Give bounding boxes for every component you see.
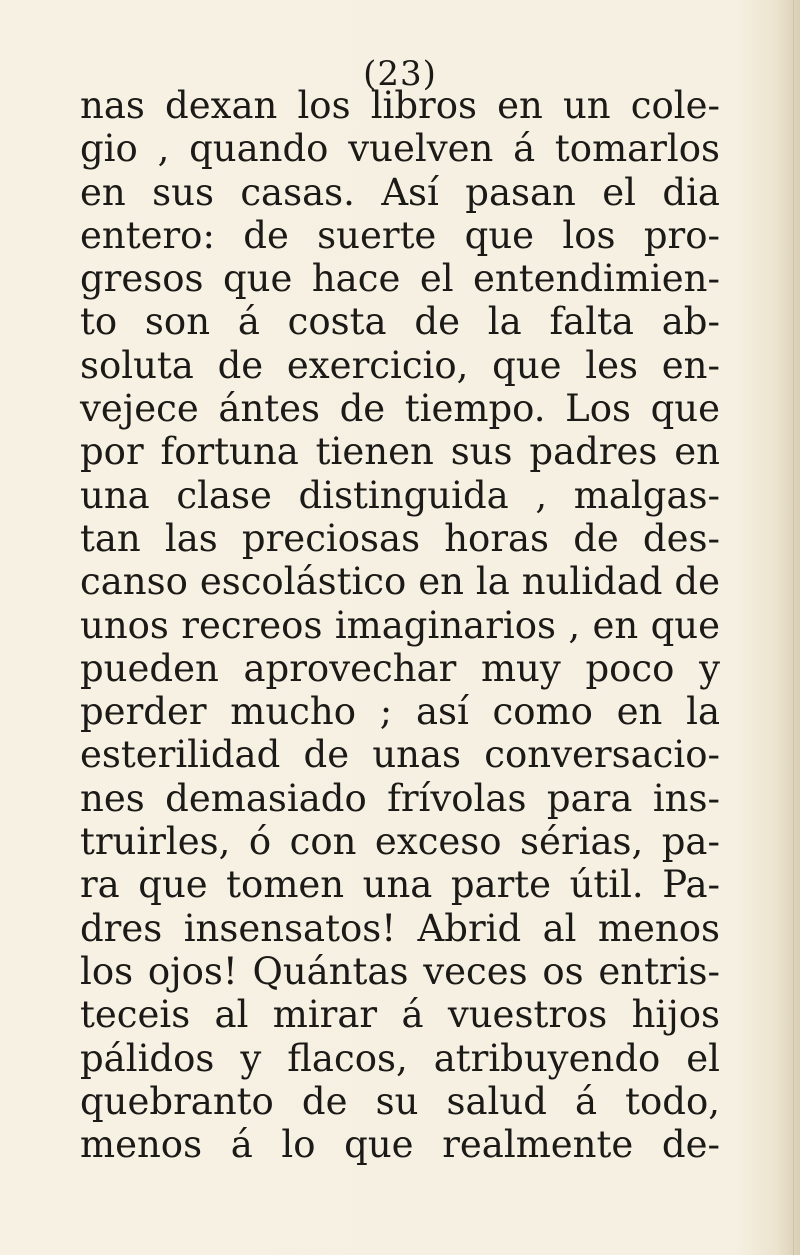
page-number: (23) xyxy=(363,54,437,94)
page-edge xyxy=(793,0,794,1255)
text-line: pueden aprovechar muy poco y xyxy=(80,646,720,690)
text-line: por fortuna tienen sus padres en xyxy=(80,430,720,474)
text-line: truirles, ó con exceso sérias, pa- xyxy=(80,820,720,864)
text-line: entero: de suerte que los pro- xyxy=(80,213,720,257)
text-line: nes demasiado frívolas para ins- xyxy=(80,776,720,820)
text-line: unos recreos imaginarios , en que xyxy=(80,603,720,647)
text-line: quebranto de su salud á todo, xyxy=(80,1079,720,1123)
text-line: ra que tomen una parte útil. Pa- xyxy=(80,863,720,907)
text-line: vejece ántes de tiempo. Los que xyxy=(80,387,720,431)
text-line: nas dexan los libros en un cole- xyxy=(80,84,720,127)
text-line: gio , quando vuelven á tomarlos xyxy=(80,127,720,171)
text-line: tan las preciosas horas de des- xyxy=(80,516,720,560)
text-line: teceis al mirar á vuestros hijos xyxy=(80,993,720,1037)
text-line: una clase distinguida , malgas- xyxy=(80,473,720,517)
text-line: dres insensatos! Abrid al menos xyxy=(80,906,720,950)
text-line: esterilidad de unas conversacio- xyxy=(80,733,720,777)
text-line: to son á costa de la falta ab- xyxy=(80,300,720,344)
text-line: perder mucho ; así como en la xyxy=(80,690,720,734)
text-line: soluta de exercicio, que les en- xyxy=(80,343,720,387)
text-line: pálidos y flacos, atribuyendo el xyxy=(80,1036,720,1080)
text-line: gresos que hace el entendimien- xyxy=(80,257,720,301)
body-text xyxy=(80,84,720,1166)
text-line: canso escolástico en la nulidad de xyxy=(80,560,720,604)
text-line: en sus casas. Así pasan el dia xyxy=(80,170,720,214)
text-line: menos á lo que realmente de- xyxy=(80,1123,720,1167)
text-line: los ojos! Quántas veces os entris- xyxy=(80,949,720,993)
